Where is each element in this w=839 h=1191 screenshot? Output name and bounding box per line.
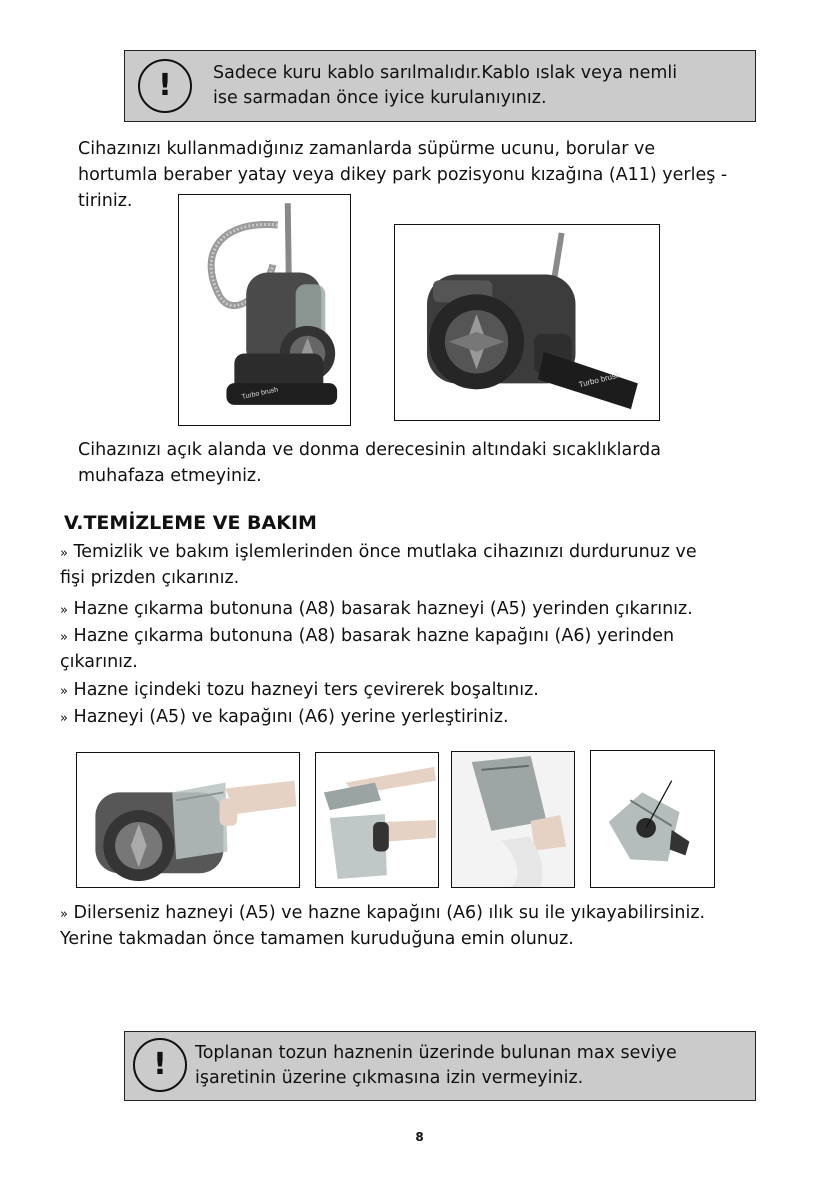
exclamation-circle-icon: ! — [138, 59, 192, 113]
page-number: 8 — [415, 1130, 424, 1144]
brand-label: Turbo brush — [577, 370, 622, 390]
vacuum-vertical-illustration — [179, 195, 350, 425]
list-item: » Dilerseniz hazneyi (A5) ve hazne kapağını (A6) ılık su ile yıkayabilirsiniz. Yerine takmadan önce tamamen kuruduğuna emin olunuz. — [60, 903, 706, 949]
vacuum-vertical-park-photo — [178, 194, 351, 426]
warning-notice-top — [124, 50, 756, 122]
remove-dust-container-photo — [76, 752, 300, 888]
warning-text-bottom: Toplanan tozun haznenin üzerinde bulunan max seviye işaretinin üzerine çıkmasına izin vermeyiniz. — [195, 1043, 677, 1088]
list-item: » Hazneyi (A5) ve kapağını (A6) yerine yerleştiriniz. — [60, 707, 509, 727]
remove-container-lid-photo — [315, 752, 439, 888]
list-item: » Hazne çıkarma butonuna (A8) basarak hazneyi (A5) yerinden çıkarınız. — [60, 599, 693, 619]
brand-label: Turbo brush — [241, 386, 279, 401]
section-heading: V.TEMİZLEME VE BAKIM — [64, 512, 317, 534]
empty-container-illustration — [452, 752, 574, 887]
storage-paragraph: Cihazınızı kullanmadığınız zamanlarda süpürme ucunu, borular ve hortumla beraber yatay veya dikey park pozisyonu kızağına (A11) yerleş - tiriniz. — [78, 139, 728, 211]
list-item: » Hazne çıkarma butonuna (A8) basarak hazne kapağını (A6) yerinden çıkarınız. — [60, 626, 675, 672]
outdoor-storage-paragraph: Cihazınızı açık alanda ve donma derecesinin altındaki sıcaklıklarda muhafaza etmeyiniz. — [78, 440, 661, 486]
list-item: » Hazne içindeki tozu hazneyi ters çevirerek boşaltınız. — [60, 680, 539, 700]
exclamation-circle-icon: ! — [133, 1038, 187, 1092]
max-level-illustration — [591, 751, 714, 887]
warning-text-top: Sadece kuru kablo sarılmalıdır.Kablo ıslak veya nemli ise sarmadan önce iyice kurulanıyınız. — [213, 63, 678, 108]
remove-lid-illustration — [316, 753, 438, 887]
warning-notice-bottom — [124, 1031, 756, 1101]
vacuum-horizontal-park-photo — [394, 224, 660, 421]
list-item: » Temizlik ve bakım işlemlerinden önce mutlaka cihazınızı durdurunuz ve fişi prizden çıkarınız. — [60, 542, 697, 588]
remove-container-illustration — [77, 753, 299, 887]
max-level-mark-photo — [590, 750, 715, 888]
empty-dust-container-photo — [451, 751, 575, 888]
vacuum-horizontal-illustration — [395, 225, 659, 420]
